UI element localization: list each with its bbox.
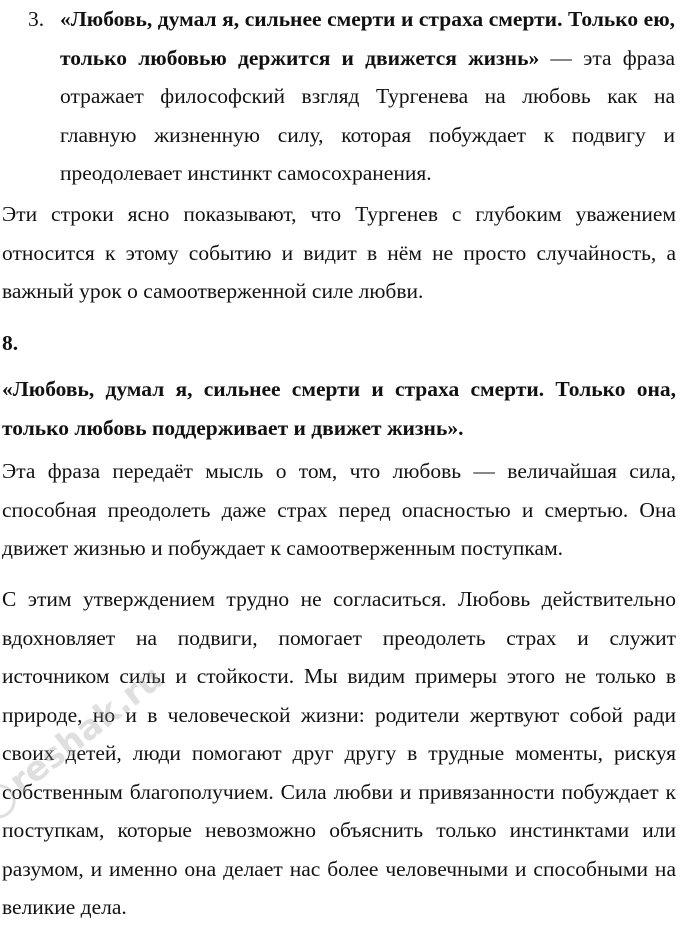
list-item-rest: — эта фраза отражает философский взгляд Тургенева на любовь как на главную жизненную силу, которая побуждает к подвигу и преодолевает инстинкт самосохранения.	[60, 45, 675, 185]
paragraph-agreement: С этим утверждением трудно не согласиться. Любовь действительно вдохновляет на подвиги, помогает преодолеть страх и служит источником силы и стойкости. Мы видим примеры этого не только в природе, но и в человеческой жизни: родители жертвуют собой ради своих детей, люди помогают друг другу в трудные моменты, рискуя собственным благополучием. Сила любви и привязанности побуждает к поступкам, которые невозможно объяснить только инстинктами или разумом, и именно она делает нас более человечными и способными на великие дела.	[2, 587, 676, 919]
list-item-text	[60, 0, 675, 193]
list-item-3	[28, 0, 680, 193]
quote-heading: «Любовь, думал я, сильнее смерти и страха смерти. Только она, только любовь поддерживает и движет жизнь».	[2, 377, 676, 440]
paragraph-turgenev-respect: Эти строки ясно показывают, что Тургенев с глубоким уважением относится к этому событию и видит в нём не просто случайность, а важный урок о самоотверженной силе любви.	[2, 202, 676, 303]
watermark-text: reshak.ru	[1, 657, 172, 803]
section-number: 8.	[2, 331, 19, 355]
list-item-number: 3.	[28, 7, 45, 31]
paragraph-love-force: Эта фраза передаёт мысль о том, что любовь — величайшая сила, способная преодолеть даже страх перед опасностью и смертью. Она движет жизнью и побуждает к самоотверженным поступкам.	[2, 459, 676, 560]
list-item-bold-quote: «Любовь, думал я, сильнее смерти и страха смерти. Только ею, только любовью держится и движется жизнь»	[60, 7, 675, 70]
